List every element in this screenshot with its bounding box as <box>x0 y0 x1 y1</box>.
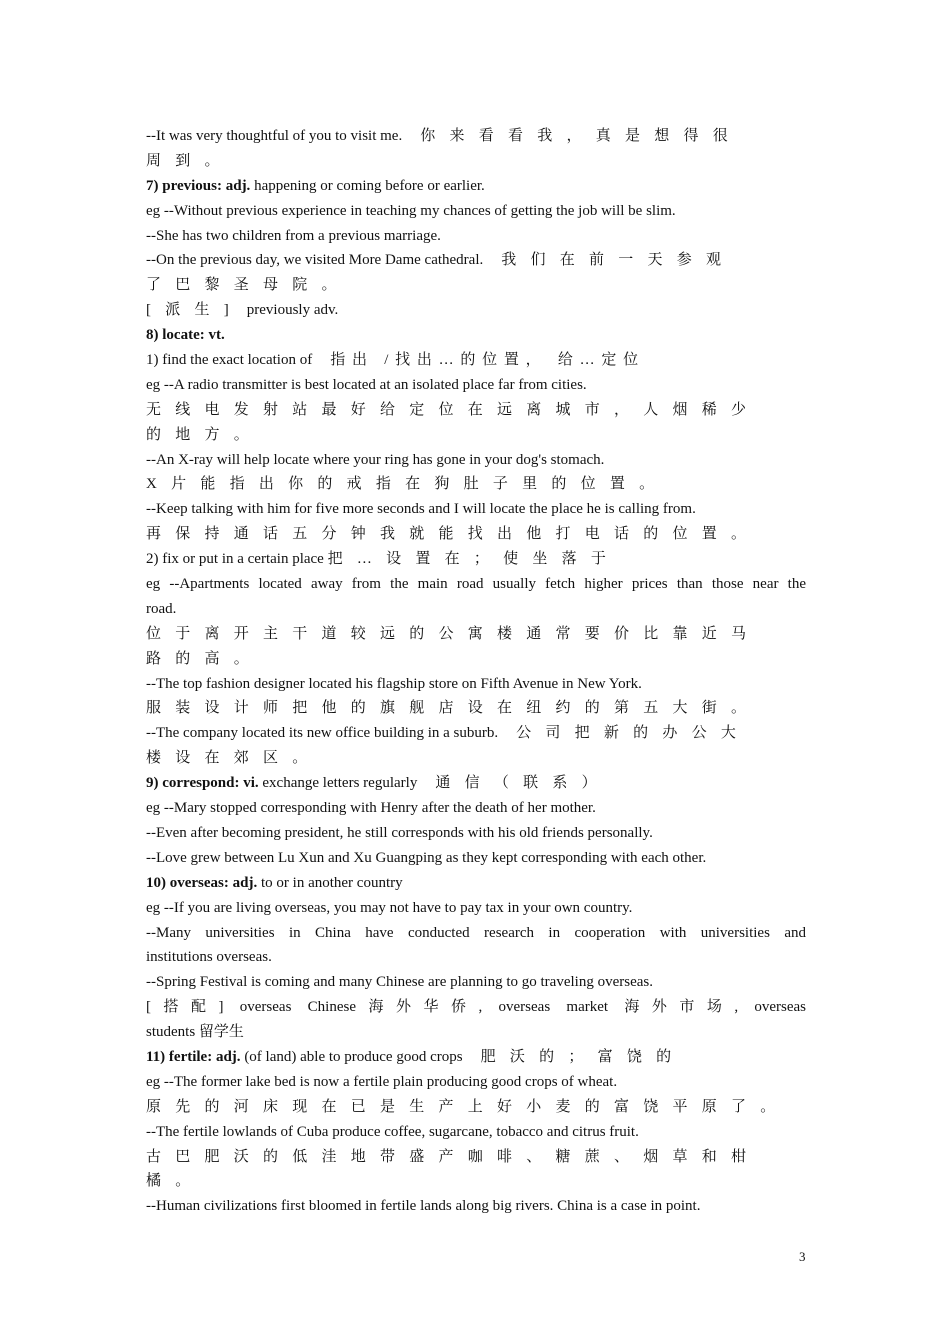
entry-heading-correspond: 9) correspond: vi. exchange letters regularly 通信（联系） <box>146 775 611 792</box>
text-line: 路的高。 <box>146 650 264 667</box>
text-line: 了巴黎圣母院。 <box>146 277 351 294</box>
text-line: X片能指出你的戒指在狗肚子里的位置。 <box>146 476 669 493</box>
text-line: --The company located its new office building in a suburb. 公司把新的办公大 <box>146 725 751 742</box>
text-line: --Even after becoming president, he still corresponds with his old friends personally. <box>146 824 653 841</box>
text-line: institutions overseas. <box>146 949 272 966</box>
text-line: 橘。 <box>146 1173 205 1190</box>
text-line: 古巴肥沃的低洼地带盛产咖啡、糖蔗、烟草和柑 <box>146 1148 761 1165</box>
entry-heading-overseas: 10) overseas: adj. to or in another country <box>146 874 403 891</box>
text-line: 服装设计师把他的旗舰店设在纽约的第五大街。 <box>146 700 761 717</box>
text-line: eg --Mary stopped corresponding with Henry after the death of her mother. <box>146 800 596 817</box>
text-line: 再保持通话五分钟我就能找出他打电话的位置。 <box>146 526 761 543</box>
entry-heading-locate: 8) locate: vt. <box>146 327 225 344</box>
text-line: students 留学生 <box>146 1024 244 1041</box>
text-line: [搭配] overseas Chinese海外华侨, overseas market 海外市场, overseas <box>146 999 806 1016</box>
text-line: 周到。 <box>146 152 234 169</box>
text-line: eg --Without previous experience in teaching my chances of getting the job will be slim. <box>146 202 676 219</box>
text-line: 楼设在郊区。 <box>146 750 322 767</box>
entry-heading-previous: 7) previous: adj. happening or coming before or earlier. <box>146 177 485 194</box>
text-line: --Love grew between Lu Xun and Xu Guangping as they kept corresponding with each other. <box>146 849 707 866</box>
text-line: 原先的河床现在已是生产上好小麦的富饶平原了。 <box>146 1098 790 1115</box>
text-line: --An X-ray will help locate where your ring has gone in your dog's stomach. <box>146 451 605 468</box>
text-line: --It was very thoughtful of you to visit me. 你来看看我，真是想得很 <box>146 128 742 144</box>
text-line: 无线电发射站最好给定位在远离城市，人烟稀少 <box>146 401 761 418</box>
text-line: eg --The former lake bed is now a fertile plain producing good crops of wheat. <box>146 1073 618 1090</box>
text-line: eg --Apartments located away from the main road usually fetch higher prices than those near the <box>146 576 806 593</box>
text-line: --She has two children from a previous marriage. <box>146 227 441 244</box>
text-line: --The fertile lowlands of Cuba produce coffee, sugarcane, tobacco and citrus fruit. <box>146 1123 639 1140</box>
document-body <box>146 124 806 1219</box>
text-line: 2) fix or put in a certain place 把…设置在；使坐落于 <box>146 551 621 568</box>
text-line: --The top fashion designer located his flagship store on Fifth Avenue in New York. <box>146 675 642 692</box>
text-line: eg --A radio transmitter is best located at an isolated place far from cities. <box>146 376 587 393</box>
text-line: 位于离开主干道较远的公寓楼通常要价比靠近马 <box>146 625 761 642</box>
text-line: --Spring Festival is coming and many Chinese are planning to go traveling overseas. <box>146 974 653 991</box>
text-line: --Many universities in China have conducted research in cooperation with universities and <box>146 924 806 941</box>
text-line: --Keep talking with him for five more seconds and I will locate the place he is calling from. <box>146 501 696 518</box>
entry-heading-fertile: 11) fertile: adj. (of land) able to produce good crops 肥沃的；富饶的 <box>146 1048 686 1065</box>
text-line: 的地方。 <box>146 426 264 443</box>
text-line: --On the previous day, we visited More Dame cathedral. 我们在前一天参观 <box>146 252 736 269</box>
page-number: 3 <box>799 1249 806 1264</box>
text-line: eg --If you are living overseas, you may not have to pay tax in your own country. <box>146 899 633 916</box>
text-line: --Human civilizations first bloomed in fertile lands along big rivers. China is a case in point. <box>146 1198 701 1215</box>
text-line: [派生] previously adv. <box>146 302 339 319</box>
text-line: 1) find the exact location of 指出 /找出…的位置， 给…定位 <box>146 352 645 369</box>
text-line: road. <box>146 600 177 617</box>
